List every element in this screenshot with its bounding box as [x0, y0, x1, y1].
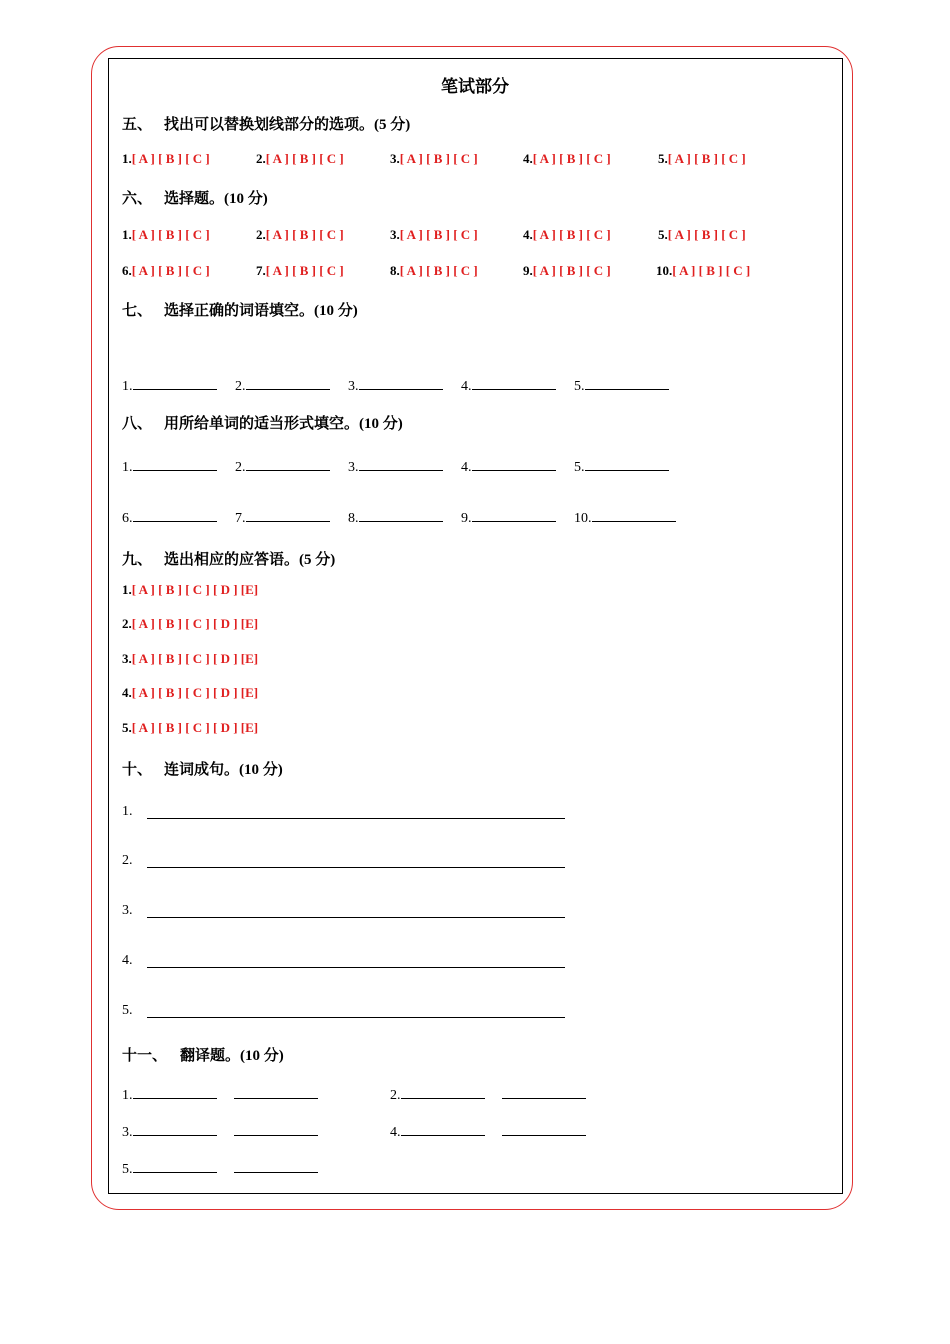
answer-line[interactable] [133, 507, 217, 522]
s9-item-2[interactable] [122, 616, 258, 632]
s6-item-6[interactable] [122, 263, 210, 279]
section-number: 八、 [122, 416, 153, 432]
choice-bubbles[interactable]: [ A ] [ B ] [ C ] [265, 263, 344, 278]
answer-line[interactable] [502, 1084, 586, 1099]
item-number: 6. [122, 263, 132, 278]
answer-line[interactable] [472, 507, 556, 522]
s6-item-7[interactable] [256, 263, 344, 279]
item-number: 5. [574, 460, 585, 475]
s11-item-5[interactable] [122, 1158, 318, 1178]
section-number: 六、 [122, 191, 153, 207]
s6-item-3[interactable] [390, 227, 478, 243]
s6-item-8[interactable] [390, 263, 478, 279]
item-number: 4. [461, 460, 472, 475]
s10-item-number-3: 3. [122, 903, 133, 918]
s8-blank-3[interactable] [348, 456, 443, 476]
section-number: 十、 [122, 762, 153, 778]
choice-bubbles[interactable]: [ A ] [ B ] [ C ] [ D ] [E] [131, 685, 259, 700]
choice-bubbles[interactable]: [ A ] [ B ] [ C ] [ D ] [E] [131, 720, 259, 735]
s11-item-4[interactable] [390, 1121, 586, 1141]
answer-line[interactable] [401, 1084, 485, 1099]
choice-bubbles[interactable]: [ A ] [ B ] [ C ] [532, 263, 611, 278]
section-label: 选择正确的词语填空。(10 分) [164, 303, 358, 319]
item-number: 6. [122, 511, 133, 526]
choice-bubbles[interactable]: [ A ] [ B ] [ C ] [667, 227, 746, 242]
answer-line[interactable] [246, 375, 330, 390]
item-number: 1. [122, 1088, 133, 1103]
s8-blank-4[interactable] [461, 456, 556, 476]
s5-item-5[interactable] [658, 151, 746, 167]
s10-item-number-4: 4. [122, 953, 133, 968]
answer-line[interactable] [234, 1158, 318, 1173]
choice-bubbles[interactable]: [ A ] [ B ] [ C ] [667, 151, 746, 166]
s7-blank-5[interactable] [574, 375, 669, 395]
item-number: 2. [256, 227, 266, 242]
choice-bubbles[interactable]: [ A ] [ B ] [ C ] [532, 151, 611, 166]
item-number: 7. [235, 511, 246, 526]
item-number: 4. [122, 685, 132, 700]
item-number: 8. [390, 263, 400, 278]
s5-item-4[interactable] [523, 151, 611, 167]
choice-bubbles[interactable]: [ A ] [ B ] [ C ] [672, 263, 751, 278]
answer-line[interactable] [133, 1084, 217, 1099]
s10-item-number-1: 1. [122, 804, 133, 819]
answer-line[interactable] [234, 1084, 318, 1099]
answer-line[interactable] [234, 1121, 318, 1136]
answer-line[interactable] [359, 375, 443, 390]
s8-blank-5[interactable] [574, 456, 669, 476]
item-number: 2. [256, 151, 266, 166]
item-number: 5. [574, 379, 585, 394]
s7-blank-1[interactable] [122, 375, 217, 395]
s5-item-1[interactable] [122, 151, 210, 167]
item-number: 10. [656, 263, 673, 278]
item-number: 1. [122, 151, 132, 166]
item-number: 3. [390, 151, 400, 166]
item-number: 2. [390, 1088, 401, 1103]
choice-bubbles[interactable]: [ A ] [ B ] [ C ] [532, 227, 611, 242]
section-5-heading [122, 113, 410, 134]
item-number: 3. [390, 227, 400, 242]
s7-blank-4[interactable] [461, 375, 556, 395]
item-number: 1. [122, 379, 133, 394]
item-number: 5. [658, 227, 668, 242]
s11-item-3[interactable] [122, 1121, 318, 1141]
s6-item-10[interactable] [656, 263, 750, 279]
s7-blank-2[interactable] [235, 375, 330, 395]
item-number: 3. [122, 651, 132, 666]
item-number: 1. [122, 582, 132, 597]
s11-item-1[interactable] [122, 1084, 318, 1104]
item-number: 10. [574, 511, 592, 526]
s8-blank-2[interactable] [235, 456, 330, 476]
s8-blank-6[interactable] [122, 507, 217, 527]
answer-line[interactable] [585, 456, 669, 471]
item-number: 1. [122, 460, 133, 475]
item-number: 5. [122, 1162, 133, 1177]
s10-answer-line-3[interactable] [147, 917, 565, 918]
item-number: 4. [390, 1125, 401, 1140]
s10-item-number-5: 5. [122, 1003, 133, 1018]
choice-bubbles[interactable]: [ A ] [ B ] [ C ] [131, 151, 210, 166]
section-11-heading [122, 1044, 284, 1065]
choice-bubbles[interactable]: [ A ] [ B ] [ C ] [ D ] [E] [131, 582, 259, 597]
answer-line[interactable] [133, 375, 217, 390]
item-number: 4. [523, 151, 533, 166]
answer-line[interactable] [133, 1158, 217, 1173]
s10-answer-line-4[interactable] [147, 967, 565, 968]
s6-item-4[interactable] [523, 227, 611, 243]
item-number: 3. [348, 379, 359, 394]
s8-blank-8[interactable] [348, 507, 443, 527]
s6-item-9[interactable] [523, 263, 611, 279]
s9-item-1[interactable] [122, 582, 258, 598]
s8-blank-1[interactable] [122, 456, 217, 476]
s9-item-5[interactable] [122, 720, 258, 736]
section-label: 用所给单词的适当形式填空。(10 分) [164, 416, 403, 432]
item-number: 4. [461, 379, 472, 394]
item-number: 9. [523, 263, 533, 278]
section-9-heading [122, 548, 335, 569]
choice-bubbles[interactable]: [ A ] [ B ] [ C ] [399, 263, 478, 278]
answer-line[interactable] [472, 375, 556, 390]
answer-line[interactable] [133, 456, 217, 471]
section-number: 七、 [122, 303, 153, 319]
s6-item-2[interactable] [256, 227, 344, 243]
s9-item-3[interactable] [122, 651, 258, 667]
section-label: 选出相应的应答语。(5 分) [164, 552, 336, 568]
section-8-heading [122, 412, 403, 433]
answer-line[interactable] [246, 507, 330, 522]
section-label: 找出可以替换划线部分的选项。(5 分) [164, 117, 411, 133]
item-number: 3. [122, 1125, 133, 1140]
item-number: 5. [122, 720, 132, 735]
item-number: 8. [348, 511, 359, 526]
s6-item-1[interactable] [122, 227, 210, 243]
s9-item-4[interactable] [122, 685, 258, 701]
answer-line[interactable] [592, 507, 676, 522]
item-number: 3. [348, 460, 359, 475]
section-label: 连词成句。(10 分) [164, 762, 283, 778]
choice-bubbles[interactable]: [ A ] [ B ] [ C ] [399, 151, 478, 166]
answer-line[interactable] [359, 456, 443, 471]
answer-line[interactable] [246, 456, 330, 471]
item-number: 2. [235, 379, 246, 394]
section-number: 九、 [122, 552, 153, 568]
s10-item-number-2: 2. [122, 853, 133, 868]
choice-bubbles[interactable]: [ A ] [ B ] [ C ] [ D ] [E] [131, 651, 259, 666]
section-7-heading [122, 299, 358, 320]
answer-line[interactable] [401, 1121, 485, 1136]
answer-line[interactable] [133, 1121, 217, 1136]
s8-blank-10[interactable] [574, 507, 676, 527]
item-number: 5. [658, 151, 668, 166]
section-number: 五、 [122, 117, 153, 133]
item-number: 1. [122, 227, 132, 242]
section-label: 翻译题。(10 分) [180, 1048, 284, 1064]
item-number: 7. [256, 263, 266, 278]
choice-bubbles[interactable]: [ A ] [ B ] [ C ] [131, 263, 210, 278]
choice-bubbles[interactable]: [ A ] [ B ] [ C ] [ D ] [E] [131, 616, 259, 631]
choice-bubbles[interactable]: [ A ] [ B ] [ C ] [399, 227, 478, 242]
s11-item-2[interactable] [390, 1084, 586, 1104]
item-number: 4. [523, 227, 533, 242]
answer-line[interactable] [472, 456, 556, 471]
item-number: 9. [461, 511, 472, 526]
section-number: 十一、 [122, 1048, 168, 1064]
section-label: 选择题。(10 分) [164, 191, 268, 207]
choice-bubbles[interactable]: [ A ] [ B ] [ C ] [131, 227, 210, 242]
s6-item-5[interactable] [658, 227, 746, 243]
item-number: 2. [235, 460, 246, 475]
s10-answer-line-5[interactable] [147, 1017, 565, 1018]
section-6-heading [122, 187, 268, 208]
answer-line[interactable] [359, 507, 443, 522]
s10-answer-line-2[interactable] [147, 867, 565, 868]
s8-blank-7[interactable] [235, 507, 330, 527]
page-title: 笔试部分 [441, 77, 509, 96]
section-10-heading [122, 758, 283, 779]
s5-item-3[interactable] [390, 151, 478, 167]
item-number: 2. [122, 616, 132, 631]
s5-item-2[interactable] [256, 151, 344, 167]
choice-bubbles[interactable]: [ A ] [ B ] [ C ] [265, 151, 344, 166]
s8-blank-9[interactable] [461, 507, 556, 527]
answer-line[interactable] [585, 375, 669, 390]
s10-answer-line-1[interactable] [147, 818, 565, 819]
s7-blank-3[interactable] [348, 375, 443, 395]
answer-line[interactable] [502, 1121, 586, 1136]
choice-bubbles[interactable]: [ A ] [ B ] [ C ] [265, 227, 344, 242]
